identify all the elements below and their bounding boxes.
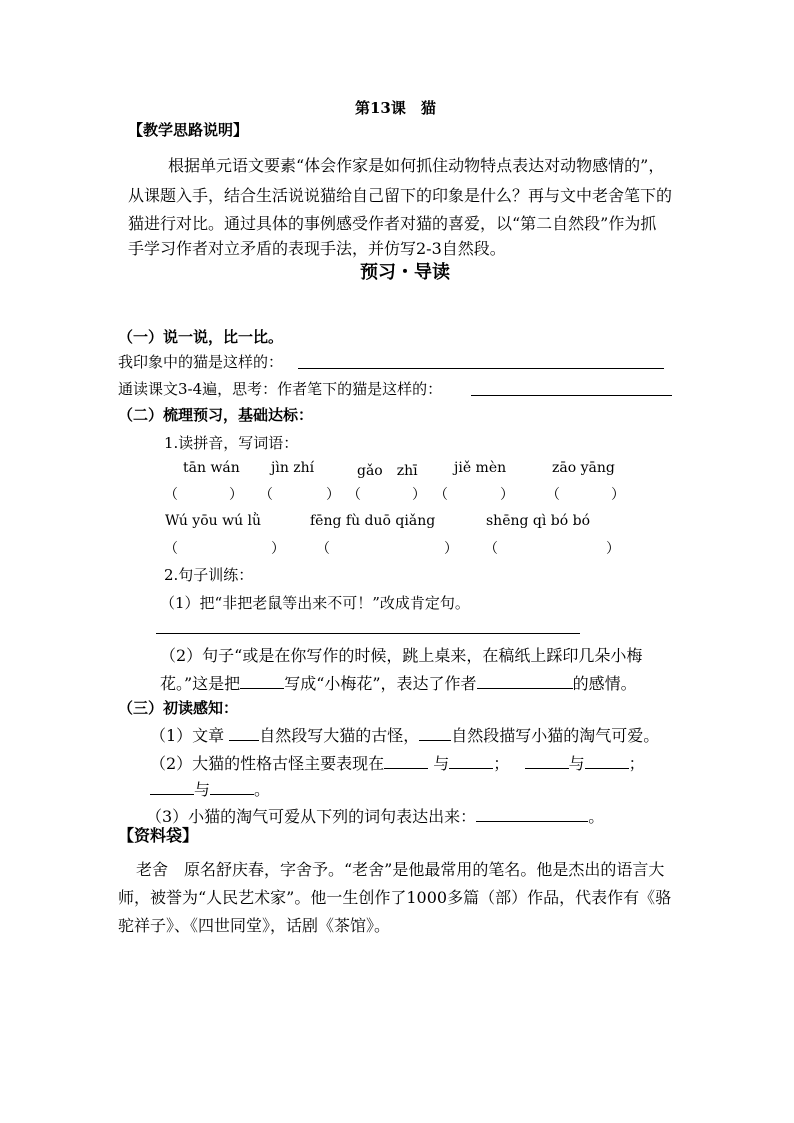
- q2-1: （1）把“非把老鼠等出来不可！”改成肯定句。: [160, 594, 470, 612]
- paren-open: （: [164, 487, 178, 503]
- part3-heading: （三）初读感知：: [118, 699, 239, 717]
- info-line: 老舍 原名舒庆春，字舍予。“老舍”是他最常用的笔名。他是杰出的语言大: [136, 860, 665, 879]
- paren-close: ）: [271, 541, 285, 557]
- answer-blank[interactable]: [156, 633, 580, 634]
- q2-2-text-c: 的感情。: [572, 674, 637, 693]
- part1-line2-label: 通读课文3-4遍，思考：作者笔下的猫是这样的：: [118, 380, 443, 398]
- q2-text-e: ；: [628, 754, 645, 773]
- pinyin: Wú yōu wú lǜ: [165, 513, 262, 529]
- part3-q2-cont: [150, 777, 270, 800]
- pinyin: shēng qì bó bó: [486, 513, 591, 529]
- paren-open: （: [347, 487, 361, 503]
- paren-open: （: [434, 487, 448, 503]
- part1-heading: （一）说一说，比一比。: [118, 328, 284, 346]
- q2-text-c: ；: [493, 754, 510, 773]
- section-title: 预习・导读: [360, 262, 450, 283]
- pinyin: tān wán: [183, 460, 240, 476]
- q2-text-a: （2）大猫的性格古怪主要表现在: [150, 754, 385, 773]
- q2-2-text-a: 花。”这是把: [160, 674, 241, 693]
- intro-heading: 【教学思路说明】: [128, 121, 249, 139]
- pinyin: jiě mèn: [454, 460, 507, 476]
- answer-blank[interactable]: [384, 754, 428, 769]
- q2-text-b: 与: [433, 754, 450, 773]
- intro-line: 手学习作者对立矛盾的表现手法，并仿写2-3自然段。: [128, 239, 506, 258]
- paren-open: （: [259, 487, 273, 503]
- paren-close: ）: [326, 487, 340, 503]
- paren-close: ）: [611, 487, 625, 503]
- answer-blank[interactable]: [229, 726, 259, 741]
- q1-text-b: 自然段写大猫的古怪，: [259, 726, 420, 745]
- intro-line: 从课题入手，结合生活说说猫给自己留下的印象是什么？再与文中老舍笔下的: [128, 186, 673, 205]
- pinyin: fēng fù duō qiǎng: [310, 513, 436, 529]
- paren-open: （: [316, 541, 330, 557]
- answer-blank[interactable]: [585, 754, 629, 769]
- paren-open: （: [164, 541, 178, 557]
- answer-blank[interactable]: [240, 674, 284, 689]
- q1-text-c: 自然段描写小猫的淘气可爱。: [451, 726, 660, 745]
- answer-blank[interactable]: [298, 368, 664, 369]
- info-heading: 【资料袋】: [118, 826, 199, 845]
- pinyin: zāo yāng: [552, 460, 615, 476]
- intro-line: 猫进行对比。通过具体的事例感受作者对猫的喜爱，以“第二自然段”作为抓: [128, 214, 657, 233]
- q2-text-f: 与: [194, 780, 211, 799]
- part3-q1: [150, 723, 659, 746]
- part1-line1-label: 我印象中的猫是这样的：: [118, 353, 284, 371]
- intro-line: 根据单元语文要素“体会作家是如何抓住动物特点表达对动物感情的”，: [168, 156, 665, 175]
- q2-2-line1: （2）句子“或是在你写作的时候，跳上桌来，在稿纸上踩印几朵小梅: [160, 646, 643, 665]
- answer-blank[interactable]: [150, 780, 194, 795]
- paren-close: ）: [444, 541, 458, 557]
- answer-blank[interactable]: [477, 674, 573, 689]
- info-line: 师，被誉为“人民艺术家”。他一生创作了1000多篇（部）作品，代表作有《骆: [118, 888, 672, 907]
- answer-blank[interactable]: [419, 726, 451, 741]
- answer-blank[interactable]: [471, 395, 672, 396]
- q3-text-a: （3）小猫的淘气可爱从下列的词句表达出来：: [146, 807, 477, 826]
- paren-open: （: [546, 487, 560, 503]
- paren-close: ）: [229, 487, 243, 503]
- pinyin: gǎo zhī: [357, 463, 418, 479]
- info-line: 驼祥子》、《四世同堂》，话剧《茶馆》。: [118, 916, 391, 935]
- paren-close: ）: [500, 487, 514, 503]
- q2-2-line2: [160, 671, 637, 694]
- page-title: 第13课 猫: [355, 99, 436, 117]
- part3-q2: [150, 751, 645, 774]
- part3-q3: [146, 804, 604, 827]
- paren-open: （: [484, 541, 498, 557]
- q1-text-a: （1）文章: [150, 726, 225, 745]
- pinyin: jìn zhí: [271, 460, 315, 476]
- q2-text-g: 。: [254, 780, 271, 799]
- answer-blank[interactable]: [476, 807, 588, 822]
- q2-2-text-b: 写成“小梅花”，表达了作者: [284, 674, 477, 693]
- q3-text-b: 。: [588, 807, 605, 826]
- paren-close: ）: [412, 487, 426, 503]
- q1-label: 1.读拼音，写词语：: [164, 434, 299, 452]
- answer-blank[interactable]: [525, 754, 569, 769]
- paren-close: ）: [606, 541, 620, 557]
- answer-blank[interactable]: [449, 754, 493, 769]
- q2-text-d: 与: [568, 754, 585, 773]
- part2-heading: （二）梳理预习，基础达标：: [118, 406, 314, 424]
- q2-label: 2.句子训练：: [164, 566, 254, 584]
- answer-blank[interactable]: [210, 780, 254, 795]
